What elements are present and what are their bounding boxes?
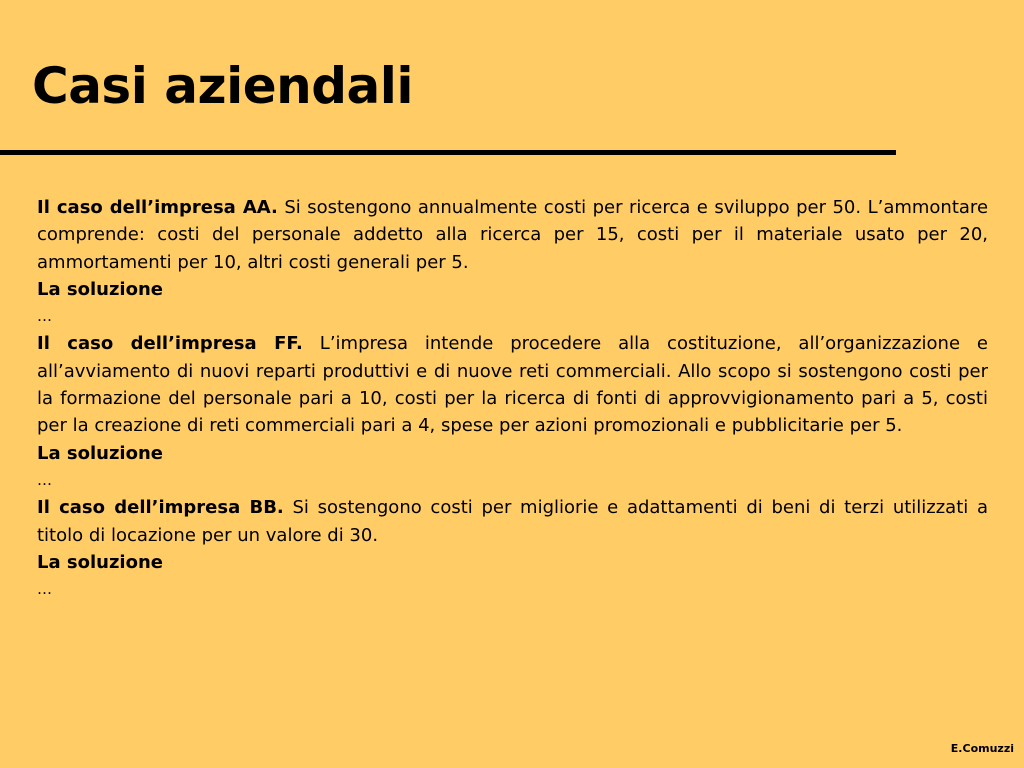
case-ff-heading: Il caso dell’impresa FF. [37,333,303,355]
case-bb-heading: Il caso dell’impresa BB. [37,497,284,519]
title-underline [0,150,896,155]
case-aa-text: Si sostengono annualmente costi per ricerca e sviluppo per 50. L’ammontare comprende: costi del personale addetto alla ricerca per 15, costi per il materiale usato per 20, ammortamenti per 10, altri costi generali per 5. [37,197,989,273]
case-bb-paragraph [37,494,988,549]
author-credit: E.Comuzzi [950,742,1014,755]
slide-content [37,194,988,603]
slide-title: Casi aziendali [32,57,414,115]
case-bb-solution-placeholder: … [37,580,52,599]
case-bb-text: Si sostengono costi per migliorie e adattamenti di beni di terzi utilizzati a titolo di locazione per un valore di 30. [37,497,988,546]
case-ff-solution-label: La soluzione [37,442,163,464]
case-ff-paragraph [37,330,988,439]
case-aa-paragraph [37,194,988,276]
case-ff-text: L’impresa intende procedere alla costituzione, all’organizzazione e all’avviamento di nuovi reparti produttivi e di nuove reti commerciali. Allo scopo si sostengono costi per la formazione del personale pari a 10, costi per la ricerca di fonti di approvvigionamento pari a 5, costi per la creazione di reti commerciali pari a 4, spese per azioni promozionali e pubblicitarie per 5. [37,333,988,437]
case-aa-solution-label: La soluzione [37,278,163,300]
case-aa-heading: Il caso dell’impresa AA. [37,197,278,218]
case-bb-solution-label: La soluzione [37,551,163,573]
case-aa-solution-placeholder: … [37,307,52,326]
case-ff-solution-placeholder: … [37,470,52,489]
